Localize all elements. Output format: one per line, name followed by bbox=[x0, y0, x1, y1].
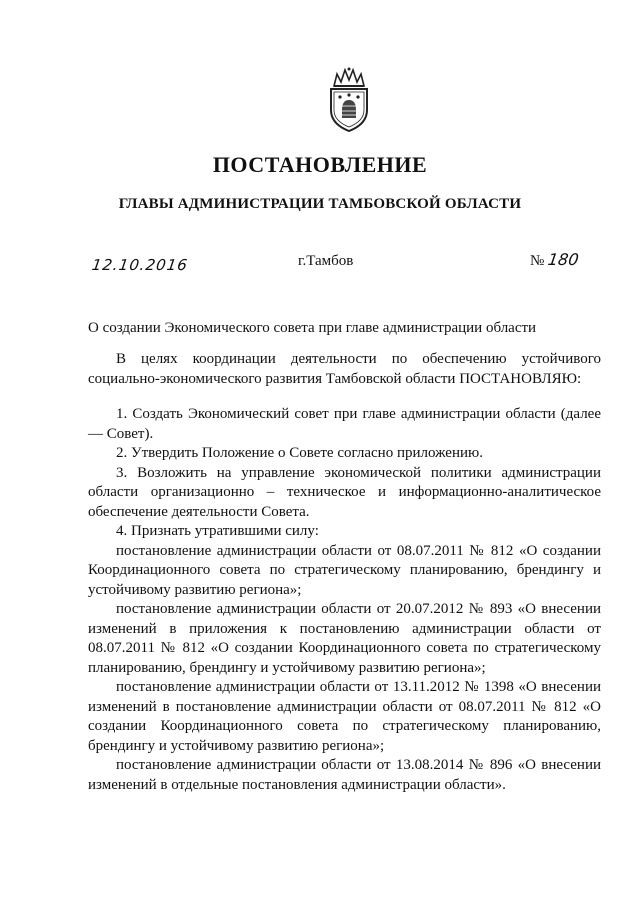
repealed-act-3: постановление администрации области от 13.11.2012 № 1398 «О внесении изменений в постановление администрации области от 08.07.2011 № 812 «О создании Координационного совета по стратегическому планированию, брендингу и устойчивому развитию региона»; bbox=[88, 679, 601, 754]
document-body bbox=[88, 350, 601, 795]
repealed-act-2: постановление администрации области от 20.07.2012 № 893 «О внесении изменений в приложения к постановлению администрации области от 08.07.2011 № 812 «О создании Координационного совета по стратегическому планированию, брендингу и устойчивому развитию региона»; bbox=[88, 601, 601, 676]
clause-1: 1. Создать Экономический совет при главе администрации области (далее — Совет). bbox=[88, 406, 601, 442]
clause-3: 3. Возложить на управление экономической политики администрации области организационно – техническое и информационно-аналитическое обеспечение деятельности Совета. bbox=[88, 464, 601, 520]
repealed-act-1: постановление администрации области от 08.07.2011 № 812 «О создании Координационного совета по стратегическому планированию, брендингу и устойчивому развитию региона»; bbox=[88, 542, 601, 598]
repealed-act-4: постановление администрации области от 13.08.2014 № 896 «О внесении изменений в отдельные постановления администрации области». bbox=[88, 757, 601, 793]
issuer-subtitle: ГЛАВЫ АДМИНИСТРАЦИИ ТАМБОВСКОЙ ОБЛАСТИ bbox=[118, 196, 522, 212]
handwritten-number: 180 bbox=[546, 250, 580, 269]
handwritten-date: 12.10.2016 bbox=[90, 256, 190, 274]
intro-paragraph: В целях координации деятельности по обеспечению устойчивого социально-экономического развития Тамбовской области ПОСТАНОВЛЯЮ: bbox=[88, 351, 601, 387]
city-label: г.Тамбов bbox=[298, 253, 354, 269]
document-title: ПОСТАНОВЛЕНИЕ bbox=[212, 152, 428, 177]
tambov-coat-of-arms-icon bbox=[324, 66, 374, 134]
document-subject: О создании Экономического совета при главе администрации области bbox=[88, 320, 537, 336]
number-label: № bbox=[530, 253, 545, 269]
clause-2: 2. Утвердить Положение о Совете согласно приложению. bbox=[116, 445, 483, 461]
clause-4: 4. Признать утратившими силу: bbox=[116, 523, 319, 539]
